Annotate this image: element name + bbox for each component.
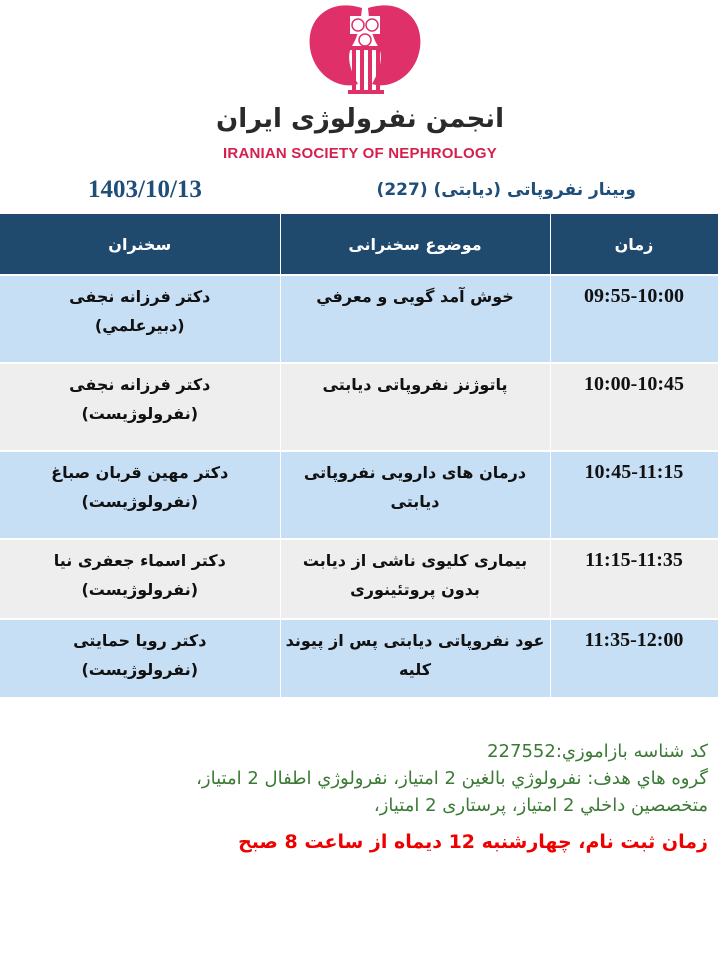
topic-cell: خوش آمد گویی و معرفي <box>280 275 550 363</box>
table-row <box>0 619 718 697</box>
topic-cell: درمان های دارویی نفروپاتی دیابتی <box>280 451 550 539</box>
speaker-cell <box>0 619 280 697</box>
table-row <box>0 363 718 451</box>
registration-time: زمان ثبت نام، چهارشنبه 12 دیماه از ساعت 8 صبح <box>238 831 708 853</box>
target-groups-line1: گروه هاي هدف: نفرولوژي بالغين 2 امتیاز، نفرولوژي اطفال 2 امتیاز، <box>196 768 708 789</box>
table-row <box>0 275 718 363</box>
training-code: کد شناسه بازاموزي:227552 <box>487 741 708 762</box>
target-groups-line2: متخصصين داخلي 2 امتیاز، پرستاری 2 امتیاز، <box>373 795 708 816</box>
speaker-role: (نفرولوژیست) <box>81 404 199 423</box>
speaker-cell <box>0 275 280 363</box>
logo-name-persian: انجمن نفرولوژی ایران <box>216 104 504 134</box>
kidney-logo-icon <box>300 0 430 100</box>
time-cell: 10:00-10:45 <box>550 363 718 451</box>
speaker-role: (نفرولوژیست) <box>81 492 199 511</box>
speaker-role: (نفرولوژیست) <box>81 580 199 599</box>
webinar-date: 1403/10/13 <box>88 176 202 203</box>
time-cell: 11:35-12:00 <box>550 619 718 697</box>
topic-cell: بیماری کلیوی ناشی از دیابت بدون پروتئینوری <box>280 539 550 619</box>
header-speaker: سخنران <box>0 214 280 275</box>
topic-cell: پاتوژنز نفروپاتی دیابتی <box>280 363 550 451</box>
header-time: زمان <box>550 214 718 275</box>
table-row <box>0 451 718 539</box>
speaker-cell <box>0 539 280 619</box>
footer-info <box>18 738 708 853</box>
speaker-name: دکتر فرزانه نجفی <box>69 287 211 306</box>
table-row <box>0 539 718 619</box>
time-cell: 09:55-10:00 <box>550 275 718 363</box>
time-cell: 11:15-11:35 <box>550 539 718 619</box>
schedule-table <box>0 214 719 697</box>
speaker-role: (دبيرعلمي) <box>94 316 185 335</box>
time-cell: 10:45-11:15 <box>550 451 718 539</box>
speaker-role: (نفرولوژیست) <box>81 660 199 679</box>
speaker-name: دکتر اسماء جعفری نیا <box>53 551 226 570</box>
table-header-row <box>0 214 718 275</box>
speaker-name: دکتر رویا حمایتی <box>73 631 207 650</box>
logo-name-english: IRANIAN SOCIETY OF NEPHROLOGY <box>223 145 497 162</box>
webinar-title: وبینار نفروپاتی (دیابتی) (227) <box>376 180 636 200</box>
speaker-cell <box>0 451 280 539</box>
header-topic: موضوع سخنرانی <box>280 214 550 275</box>
topic-cell: عود نفروپاتی دیابتی پس از پیوند کلیه <box>280 619 550 697</box>
speaker-cell <box>0 363 280 451</box>
society-logo <box>0 0 720 170</box>
speaker-name: دکتر فرزانه نجفی <box>69 375 211 394</box>
speaker-name: دکتر مهین قربان صباغ <box>51 463 229 482</box>
